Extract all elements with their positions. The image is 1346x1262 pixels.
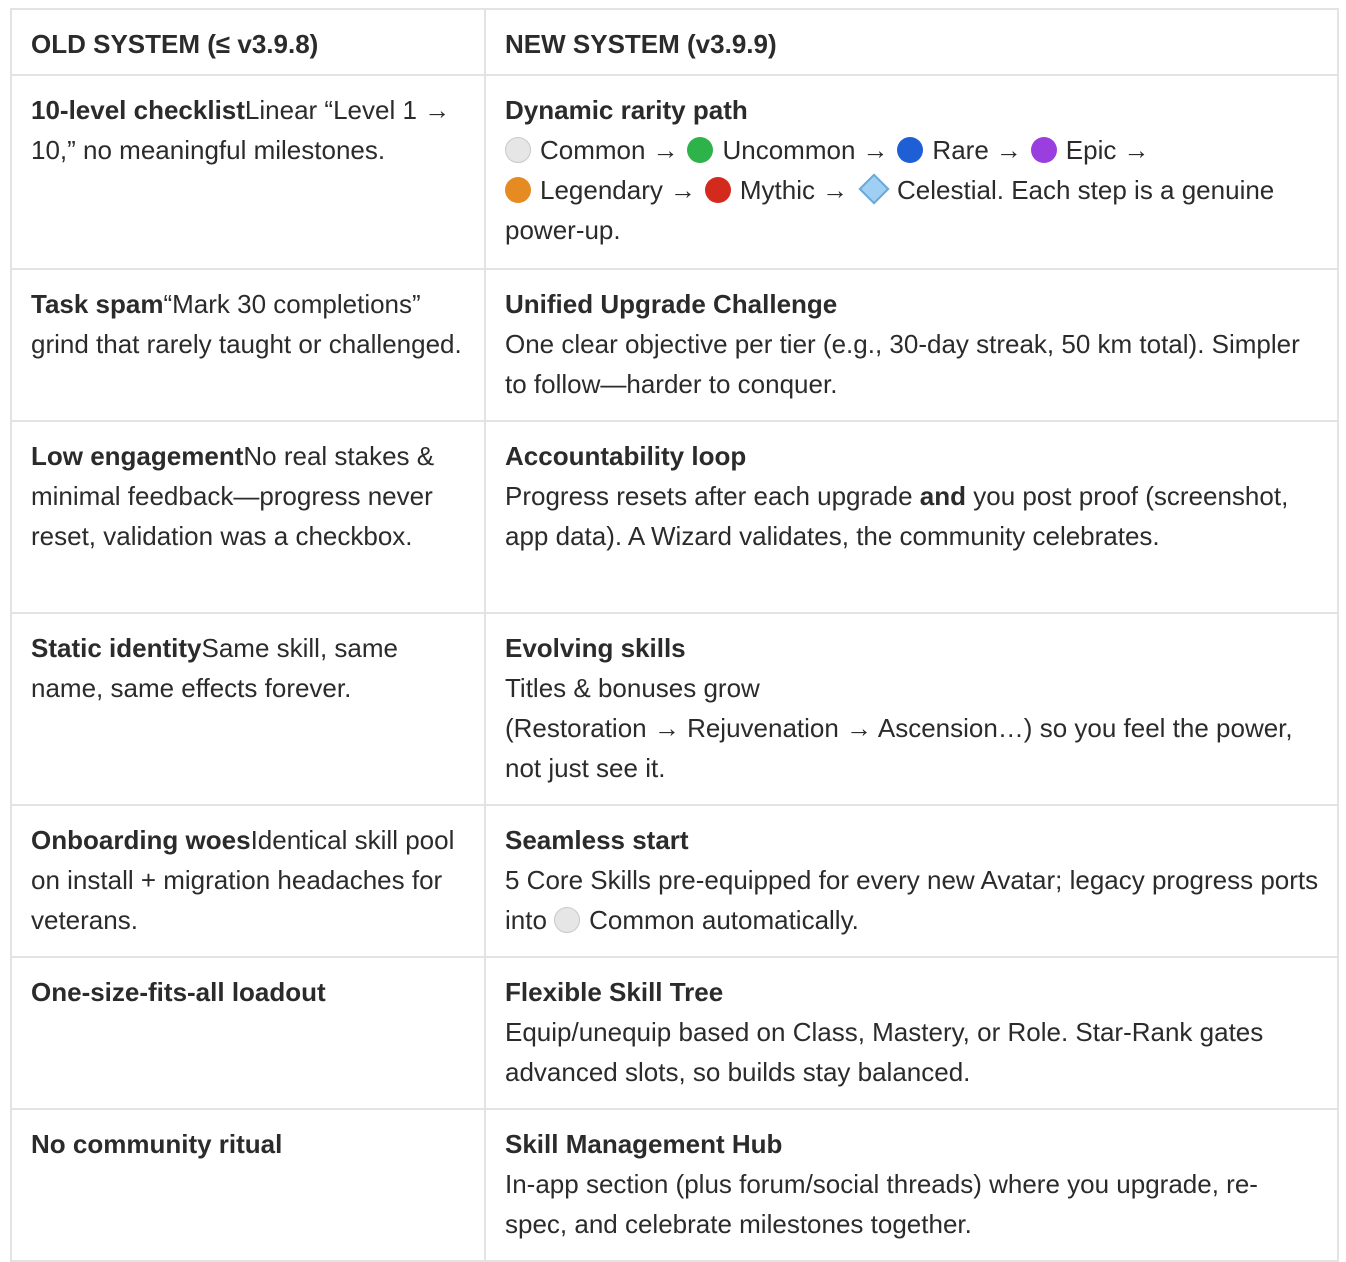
arrow-icon: → <box>995 135 1022 165</box>
old-cell <box>11 957 485 1109</box>
table-row <box>11 957 1338 1109</box>
table-row <box>11 1109 1338 1261</box>
new-description: Equip/unequip based on Class, Mastery, or Role. Star-Rank gates advanced slots, so builds stay balanced. <box>505 1017 1264 1087</box>
new-description: One clear objective per tier (e.g., 30-day streak, 50 km total). Simpler to follow—harder to conquer. <box>505 329 1300 399</box>
rarity-tail: Each step is a genuine power-up. <box>505 175 1275 245</box>
new-title: Accountability loop <box>505 441 747 471</box>
old-title: Onboarding woes <box>31 825 251 855</box>
old-description: Identical skill pool on install + migration headaches for veterans. <box>31 825 455 935</box>
old-description: Same skill, same name, same effects forever. <box>31 633 398 703</box>
comparison-table-container <box>10 8 1337 1262</box>
old-title: One-size-fits-all loadout <box>31 977 326 1007</box>
header-row <box>11 9 1338 75</box>
new-description-part-a: Progress resets after each upgrade <box>505 481 920 511</box>
table-row <box>11 421 1338 613</box>
new-title: Evolving skills <box>505 633 686 663</box>
old-title: Task spam <box>31 289 164 319</box>
orange-circle-icon <box>505 177 531 203</box>
arrow-icon: → <box>822 175 849 205</box>
new-cell <box>485 957 1338 1109</box>
new-description: In-app section (plus forum/social threads) where you upgrade, re-spec, and celebrate milestones together. <box>505 1169 1258 1239</box>
white-circle-icon <box>554 907 580 933</box>
new-description-bold: and <box>919 481 967 511</box>
new-description-part-a: 5 Core Skills pre-equipped for every new Avatar; legacy progress ports into <box>505 865 1319 935</box>
white-circle-icon <box>505 137 531 163</box>
header-old-system: OLD SYSTEM (≤ v3.9.8) <box>11 9 485 75</box>
rarity-mythic: Mythic <box>739 175 816 205</box>
rarity-uncommon: Uncommon <box>722 135 856 165</box>
new-cell <box>485 75 1338 269</box>
comparison-table <box>10 8 1339 1262</box>
new-description-line1: Titles & bonuses grow <box>505 673 760 703</box>
old-description: No real stakes & minimal feedback—progress never reset, validation was a checkbox. <box>31 441 435 551</box>
old-description: “Mark 30 completions” grind that rarely taught or challenged. <box>31 289 462 359</box>
arrow-icon: → <box>862 135 889 165</box>
old-title: Static identity <box>31 633 202 663</box>
old-description: Linear “Level 1 → 10,” no meaningful milestones. <box>31 95 451 165</box>
old-title: Low engagement <box>31 441 244 471</box>
celestial-diamond-icon <box>858 173 889 204</box>
header-new-system: NEW SYSTEM (v3.9.9) <box>485 9 1338 75</box>
new-title: Skill Management Hub <box>505 1129 783 1159</box>
arrow-icon: → <box>669 175 696 205</box>
new-description: (Restoration → Rejuvenation → Ascension…) so you feel the power, not just see it. <box>505 713 1293 783</box>
new-cell <box>485 613 1338 805</box>
new-title: Dynamic rarity path <box>505 95 748 125</box>
new-title: Unified Upgrade Challenge <box>505 289 838 319</box>
new-description-part-b: Common automatically. <box>589 905 859 935</box>
old-cell <box>11 75 485 269</box>
table-row <box>11 269 1338 421</box>
new-title: Seamless start <box>505 825 689 855</box>
new-title: Flexible Skill Tree <box>505 977 724 1007</box>
old-title: 10-level checklist <box>31 95 245 125</box>
old-cell <box>11 421 485 613</box>
old-cell <box>11 269 485 421</box>
table-row <box>11 613 1338 805</box>
new-cell <box>485 1109 1338 1261</box>
arrow-icon: → <box>1123 135 1150 165</box>
rarity-legendary: Legendary <box>540 175 663 205</box>
old-cell <box>11 805 485 957</box>
new-cell <box>485 805 1338 957</box>
rarity-common: Common <box>540 135 646 165</box>
rarity-rare: Rare <box>932 135 989 165</box>
new-cell <box>485 269 1338 421</box>
red-circle-icon <box>705 177 731 203</box>
table-row <box>11 75 1338 269</box>
new-cell <box>485 421 1338 613</box>
rarity-celestial: Celestial. <box>897 175 1004 205</box>
old-cell <box>11 1109 485 1261</box>
green-circle-icon <box>687 137 713 163</box>
new-description-part-b: you post proof (screenshot, app data). A Wizard validates, the community celebrates. <box>505 481 1289 551</box>
purple-circle-icon <box>1031 137 1057 163</box>
rarity-epic: Epic <box>1065 135 1117 165</box>
blue-circle-icon <box>897 137 923 163</box>
arrow-icon: → <box>652 135 679 165</box>
old-title: No community ritual <box>31 1129 283 1159</box>
old-cell <box>11 613 485 805</box>
table-row <box>11 805 1338 957</box>
